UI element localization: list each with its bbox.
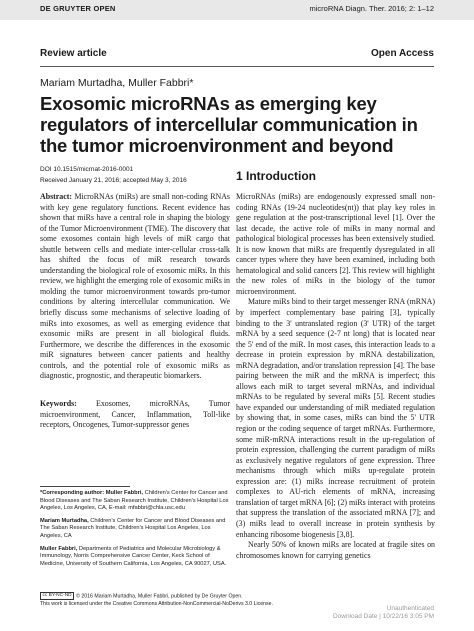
article-type: Review article [40, 48, 107, 59]
header-bar [0, 0, 474, 20]
section-heading: 1 Introduction [236, 169, 316, 183]
affiliation-murtadha [40, 518, 232, 541]
doi[interactable]: DOI 10.1515/micrnat-2016-0001 [40, 166, 134, 173]
license-text: This work is licensed under the Creative Commons Attribution-NonCommercial-NoDerivs 3.0 License. [40, 600, 273, 607]
article-title: Exosomic microRNAs as emerging key regulators of intercellular communication in the tumor microenvironment and beyond [40, 93, 418, 156]
watermark-line-1: Unauthenticated [386, 605, 434, 612]
abstract-text: MicroRNAs (miRs) are small non-coding RNAs with key gene regulatory functions. Recent evidence has shown that miRs have a central role in shaping the biology of the Tumor Microenvironment (TME). The discovery that some exosomes contain high levels of miR cargo that shuttle between cells and mediate inter-cellular cross-talk has shifted the focus of miR research towards understanding the biological role of exosomic miRs. In this review, we highlight the emerging role of exosomic miRs in molding the tumor microenvironment towards pro-tumor conditions by altering intercellular communication. We briefly discuss some mechanisms of selective loading of miRs into exosomes, as well as emerging evidence that exosomic miRs are present in all biological fluids. Furthermore, we describe the differences in the exosomic miR signatures between cancer patients and healthy controls, and the potential role of exosomic miRs as diagnostic, prognostic, and therapeutic biomarkers. [40, 192, 230, 381]
affiliation-fabbri-label: Muller Fabbri, [40, 545, 78, 552]
abstract [40, 192, 230, 382]
author-list: Mariam Murtadha, Muller Fabbri* [40, 77, 194, 89]
affiliation-murtadha-text: Children's Center for Cancer and Blood Diseases and The Saban Research Institute, Children's Hospital Los Angeles, Los Angeles, CA [40, 517, 226, 539]
keywords-label: Keywords: [40, 399, 77, 408]
footnotes [40, 490, 232, 573]
publisher-name: DE GRUYTER OPEN [40, 4, 116, 13]
intro-paragraph: MicroRNAs (miRs) are endogenously expressed small non-coding RNAs (19-24 nucleotides(nt)) that play key roles in gene regulation at the post-transcriptional level [1]. Over the last decade, the active role of miRs in many normal and pathological biological processes has been extensively studied. It is now known that miRs are frequently dysregulated in all cancer types where they have been examined, including both hematological and solid cancers [2]. This review will highlight the new roles of miRs in the biology of the tumor microenvironment. [236, 192, 435, 296]
creative-commons-badge: cc BY-NC-ND [40, 592, 74, 600]
footnote-divider [40, 486, 130, 487]
affiliation-fabbri [40, 546, 232, 569]
corresponding-author-text: Children's Center for Cancer and Blood Diseases and The Saban Research Institute, Children's Hospital Los Angeles, Los Angeles, CA, E-mail: mfabbri@chla.usc.edu [40, 490, 229, 512]
license-block [40, 592, 340, 608]
download-watermark [333, 605, 434, 621]
header-divider [40, 66, 434, 67]
corresponding-author-label: *Corresponding author: Muller Fabbri, [40, 490, 144, 496]
keywords [40, 399, 230, 431]
journal-reference: microRNA Diagn. Ther. 2016; 2: 1–12 [309, 4, 434, 13]
abstract-label: Abstract: [40, 192, 72, 201]
intro-paragraph: Mature miRs bind to their target messenger RNA (mRNA) by imperfect complementary base pairing [3], typically binding to the 3' untranslated region (3' UTR) of the target mRNA by a seed sequence (2-7 nt long) that is located near the 5' end of the miR. In most cases, this interaction leads to a decrease in protein expression by mRNA destabilization, mRNA degradation, and/or translation repression [4]. The base pairing between the miR and the mRNA is imperfect; this allows each miR to target several mRNAs, and individual mRNAs to be regulated by several miRs [5]. Recent studies have expanded our understanding of miR mediated regulation by showing that, in some cases, miRs can bind the 5' UTR region or the coding sequence of target mRNAs. Furthermore, some miR-mRNA interactions result in the up-regulation of protein expression, challenging the current paradigm of miRs as exclusively negative regulators of gene expression. Three mechanisms through which miRs up-regulate protein expression are: (1) miRs increase recruitment of protein complexes to AU-rich elements of mRNA, increasing translation of target mRNA [6]; (2) miRs interact with proteins that suppress the translation of the associated mRNA [7]; and (3) miRs lead to overall increase in protein synthesis by enhancing ribosome biogenesis [3,8]. [236, 297, 435, 539]
received-dates: Received January 21, 2016; accepted May 3, 2016 [40, 177, 187, 184]
affiliation-fabbri-text: Departments of Pediatrics and Molecular Microbiology & Immunology, Norris Comprehensive Cancer Center, Keck School of Medicine, University of Southern California, Los Angeles, CA 90027, USA. [40, 545, 227, 567]
affiliation-murtadha-label: Mariam Murtadha, [40, 517, 89, 524]
introduction-body [236, 192, 435, 561]
copyright-text: © 2016 Mariam Murtadha, Muller Fabbri, published by De Gruyter Open. [76, 593, 243, 600]
watermark-line-2: Download Date | 10/22/16 3:05 PM [332, 613, 434, 620]
corresponding-author-note [40, 490, 232, 513]
copyright-line [40, 592, 340, 601]
open-access-label: Open Access [371, 48, 434, 59]
keywords-text: Exosomes, microRNAs, Tumor microenvironment, Cancer, Inflammation, Toll-like receptors, Oncogenes, Tumor-suppressor genes [40, 399, 230, 430]
intro-paragraph: Nearly 50% of known miRs are located at fragile sites on chromosomes known for carrying genetics [236, 540, 435, 560]
